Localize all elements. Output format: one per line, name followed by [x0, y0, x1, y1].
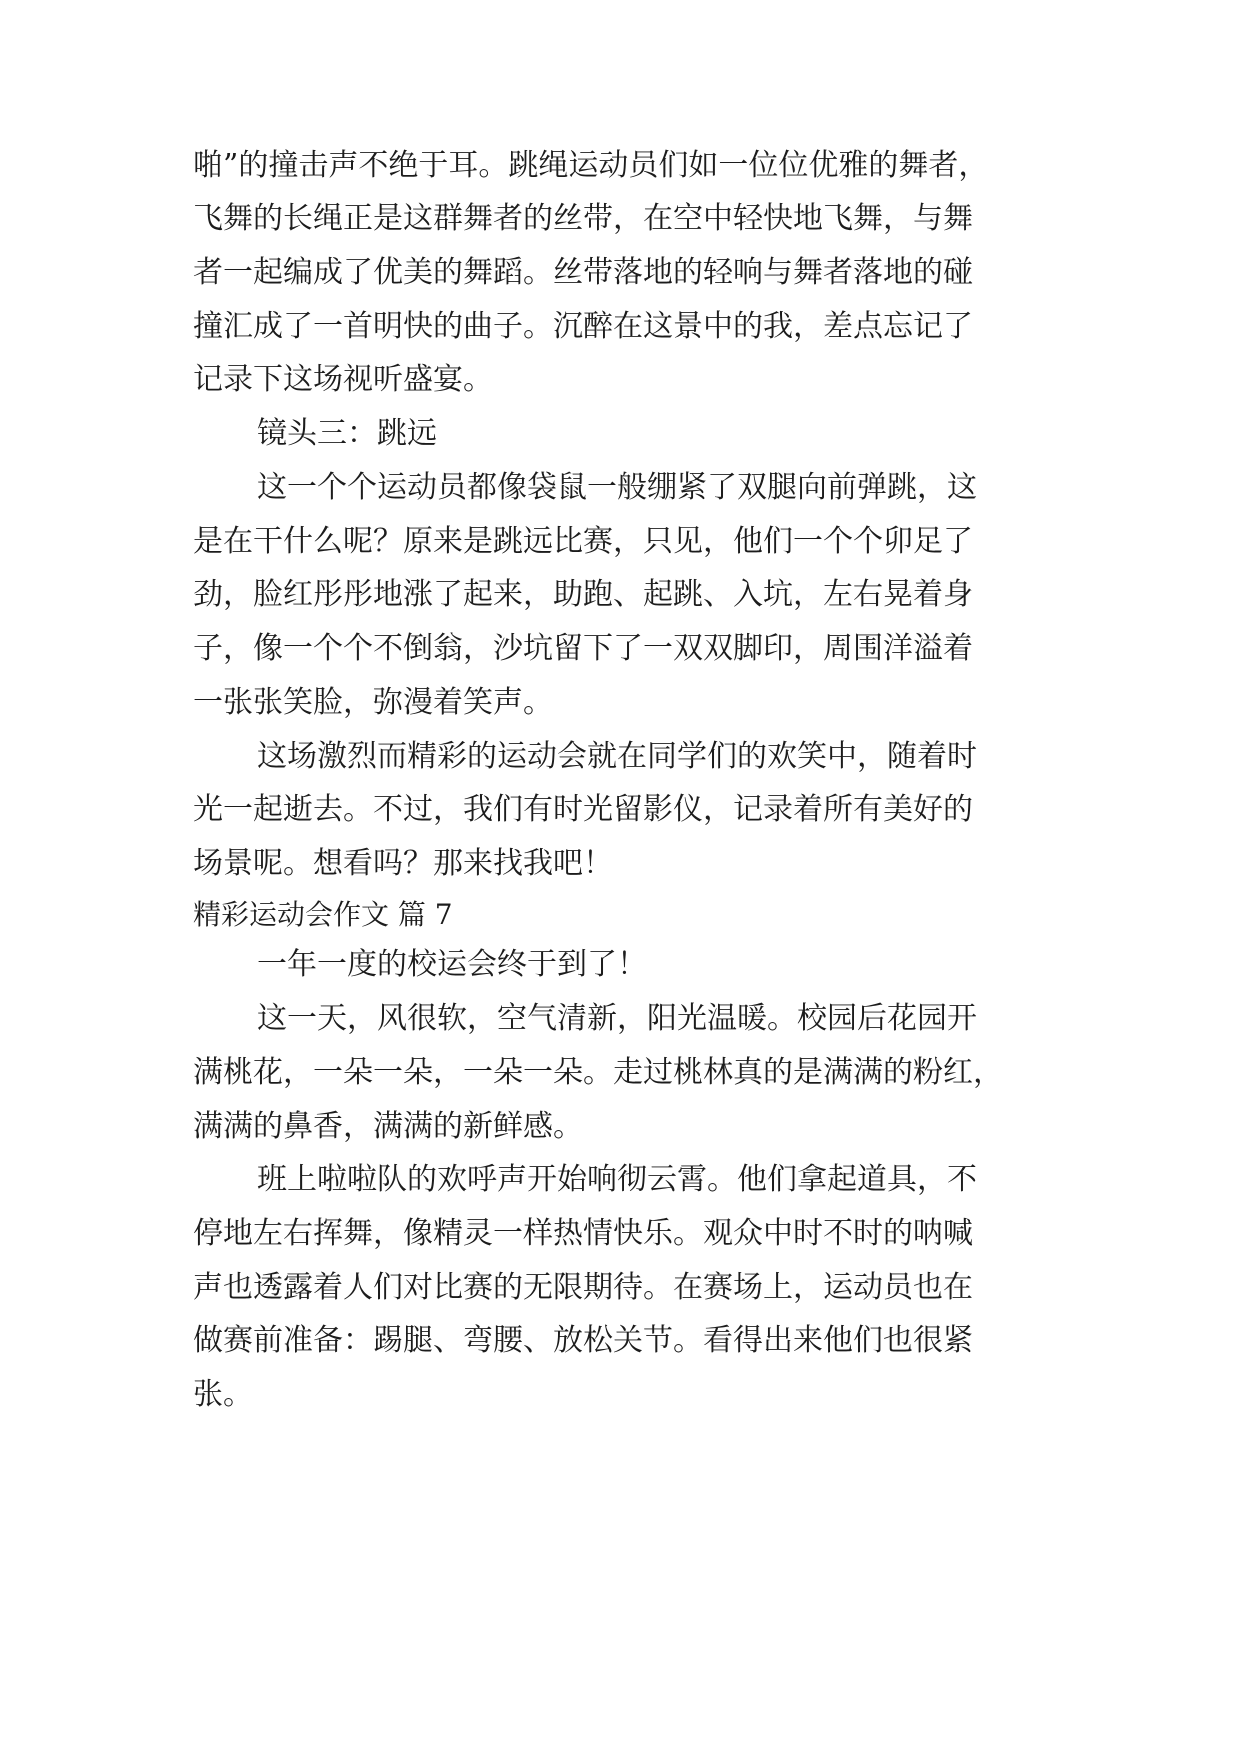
paragraph-line: 光一起逝去。不过，我们有时光留影仪，记录着所有美好的: [193, 792, 973, 827]
paragraph-line: 这一天，风很软，空气清新，阳光温暖。校园后花园开: [257, 1001, 977, 1036]
paragraph-line: 飞舞的长绳正是这群舞者的丝带，在空中轻快地飞舞，与舞: [193, 201, 973, 236]
paragraph-line: 满桃花，一朵一朵，一朵一朵。走过桃林真的是满满的粉红，: [193, 1055, 1003, 1090]
paragraph-line: 一张张笑脸，弥漫着笑声。: [193, 685, 553, 720]
section-heading: 镜头三：跳远: [257, 416, 437, 451]
paragraph-line: 声也透露着人们对比赛的无限期待。在赛场上，运动员也在: [193, 1270, 973, 1305]
paragraph-line: 满满的鼻香，满满的新鲜感。: [193, 1109, 583, 1144]
paragraph-line: 班上啦啦队的欢呼声开始响彻云霄。他们拿起道具，不: [257, 1162, 977, 1197]
paragraph-line: 一年一度的校运会终于到了！: [257, 947, 647, 982]
paragraph-line: 记录下这场视听盛宴。: [193, 362, 493, 397]
paragraph-line: 啪”的撞击声不绝于耳。跳绳运动员们如一位位优雅的舞者，: [193, 148, 989, 183]
paragraph-line: 场景呢。想看吗？那来找我吧！: [193, 846, 613, 881]
paragraph-line: 是在干什么呢？原来是跳远比赛，只见，他们一个个卯足了: [193, 524, 973, 559]
paragraph-line: 者一起编成了优美的舞蹈。丝带落地的轻响与舞者落地的碰: [193, 255, 973, 290]
paragraph-line: 子，像一个个不倒翁，沙坑留下了一双双脚印，周围洋溢着: [193, 631, 973, 666]
paragraph-line: 劲，脸红彤彤地涨了起来，助跑、起跳、入坑，左右晃着身: [193, 577, 973, 612]
paragraph-line: 撞汇成了一首明快的曲子。沉醉在这景中的我，差点忘记了: [193, 309, 973, 344]
paragraph-line: 张。: [193, 1377, 253, 1412]
paragraph-line: 做赛前准备：踢腿、弯腰、放松关节。看得出来他们也很紧: [193, 1323, 973, 1358]
paragraph-line: 停地左右挥舞，像精灵一样热情快乐。观众中时不时的呐喊: [193, 1216, 973, 1251]
paragraph-line: 这场激烈而精彩的运动会就在同学们的欢笑中，随着时: [257, 739, 977, 774]
paragraph-line: 这一个个运动员都像袋鼠一般绷紧了双腿向前弹跳，这: [257, 470, 977, 505]
article-title: 精彩运动会作文 篇 7: [193, 898, 453, 931]
